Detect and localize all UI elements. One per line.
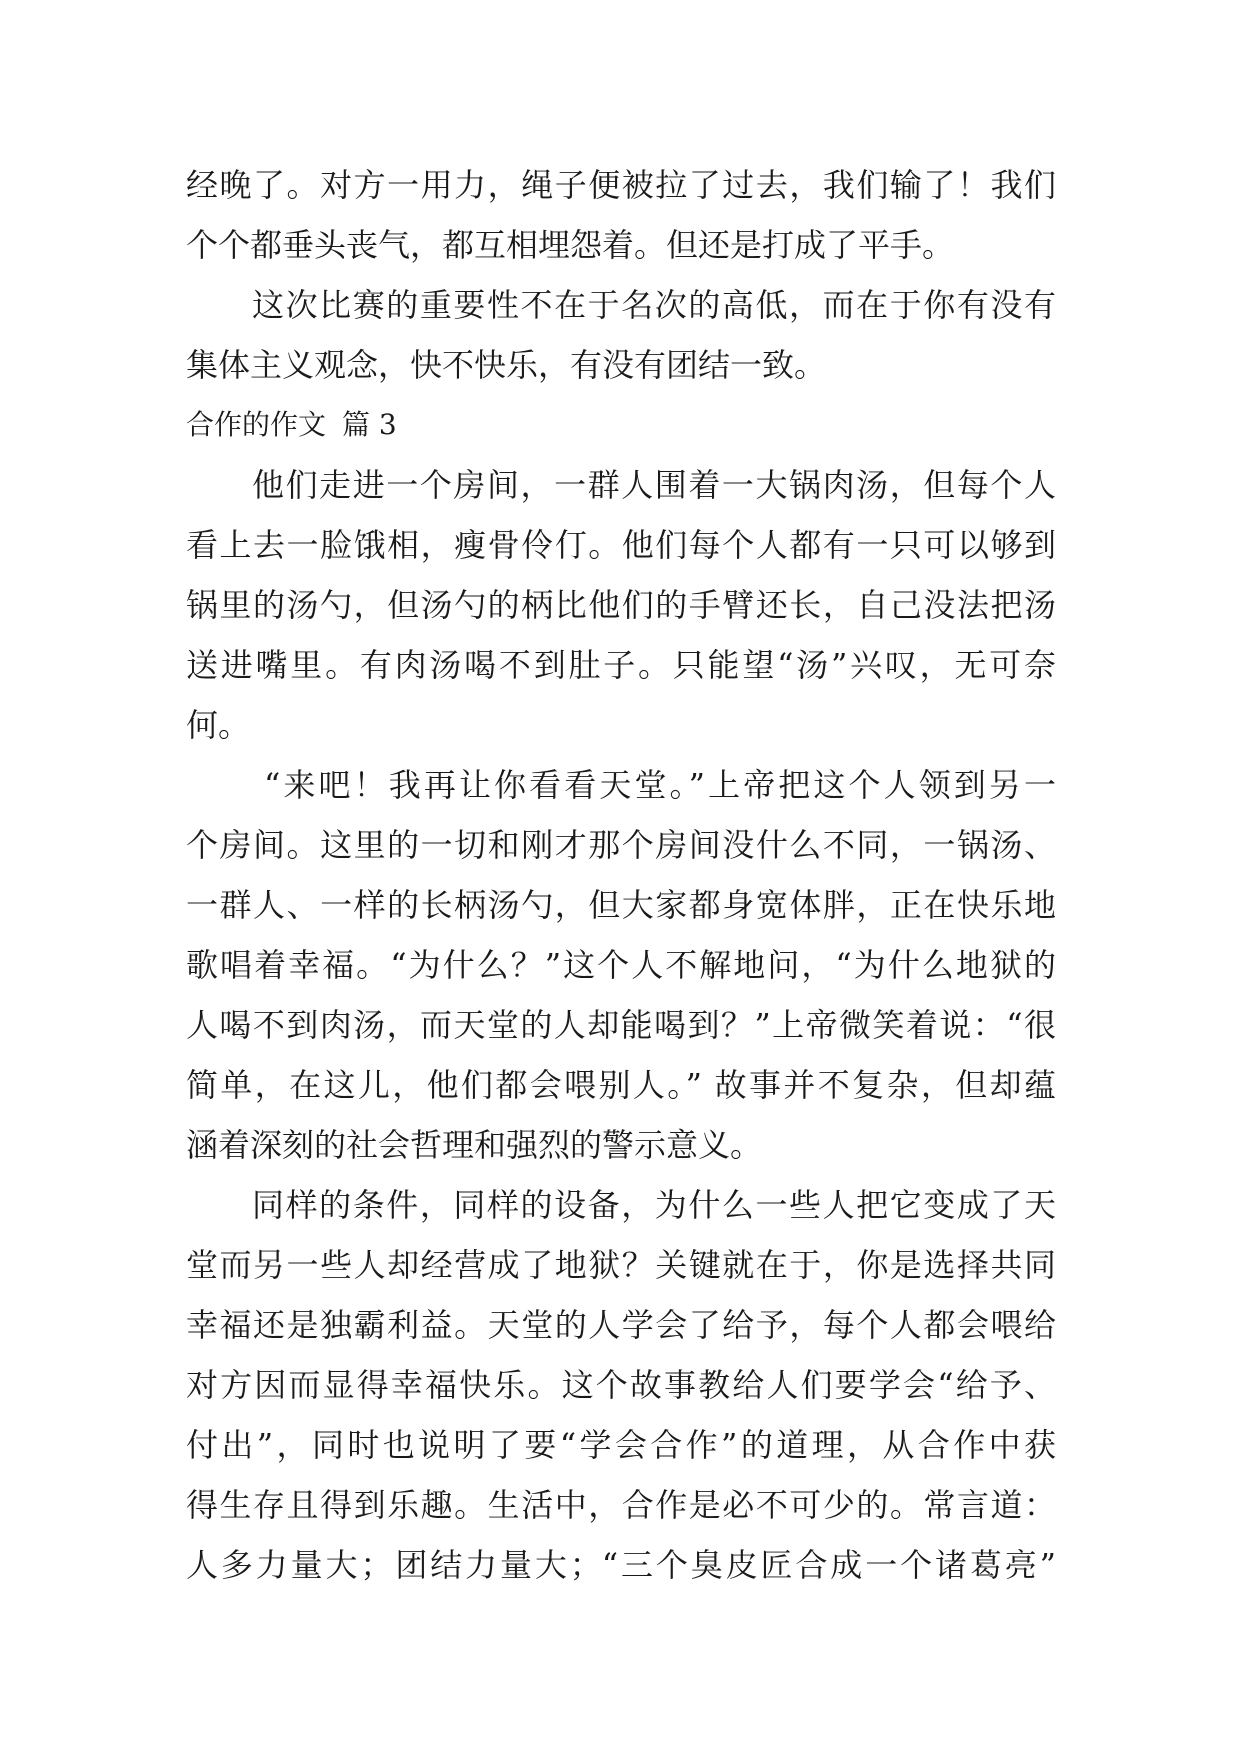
paragraph-line: 集体主义观念，快不快乐，有没有团结一致。: [186, 346, 827, 384]
paragraph-line: 同样的条件，同样的设备，为什么一些人把它变成了天: [252, 1186, 1056, 1224]
section-title: 合作的作文: [186, 408, 327, 441]
paragraph-line: 看上去一脸饿相，瘦骨伶仃。他们每个人都有一只可以够到: [186, 526, 1056, 564]
paragraph-line: 何。: [186, 706, 251, 744]
paragraph-line: 送进嘴里。有肉汤喝不到肚子。只能望“汤”兴叹，无可奈: [186, 646, 1056, 684]
paragraph-line: 锅里的汤勺，但汤勺的柄比他们的手臂还长，自己没法把汤: [186, 586, 1056, 624]
paragraph-line: 涵着深刻的社会哲理和强烈的警示意义。: [186, 1126, 763, 1164]
paragraph-line: 这次比赛的重要性不在于名次的高低，而在于你有没有: [252, 286, 1056, 324]
paragraph-line: 幸福还是独霸利益。天堂的人学会了给予，每个人都会喂给: [186, 1306, 1056, 1344]
paragraph-line: 得生存且得到乐趣。生活中，合作是必不可少的。常言道：: [186, 1486, 1056, 1524]
paragraph-line: 堂而另一些人却经营成了地狱？关键就在于，你是选择共同: [186, 1246, 1056, 1284]
section-heading: [186, 395, 1056, 455]
paragraph-line: 歌唱着幸福。“为什么？”这个人不解地问，“为什么地狱的: [186, 946, 1056, 984]
document-page: [186, 155, 1056, 1595]
paragraph-line: 对方因而显得幸福快乐。这个故事教给人们要学会“给予、: [186, 1366, 1056, 1404]
paragraph-line: 简单，在这儿，他们都会喂别人。” 故事并不复杂，但却蕴: [186, 1066, 1056, 1104]
paragraph-line: 付出”，同时也说明了要“学会合作”的道理，从合作中获: [186, 1426, 1056, 1464]
paragraph-line: 经晚了。对方一用力，绳子便被拉了过去，我们输了！我们: [186, 166, 1056, 204]
paragraph-line: 人多力量大；团结力量大；“三个臭皮匠合成一个诸葛亮”: [186, 1546, 1056, 1584]
section-number: 篇 3: [342, 408, 397, 441]
paragraph-line: “来吧！我再让你看看天堂。”上帝把这个人领到另一: [264, 766, 1056, 804]
paragraph-line: 个个都垂头丧气，都互相埋怨着。但还是打成了平手。: [186, 226, 955, 264]
paragraph-line: 人喝不到肉汤，而天堂的人却能喝到？”上帝微笑着说：“很: [186, 1006, 1056, 1044]
paragraph-line: 他们走进一个房间，一群人围着一大锅肉汤，但每个人: [252, 466, 1056, 504]
paragraph-line: 一群人、一样的长柄汤勺，但大家都身宽体胖，正在快乐地: [186, 886, 1056, 924]
paragraph-line: 个房间。这里的一切和刚才那个房间没什么不同，一锅汤、: [186, 826, 1056, 864]
